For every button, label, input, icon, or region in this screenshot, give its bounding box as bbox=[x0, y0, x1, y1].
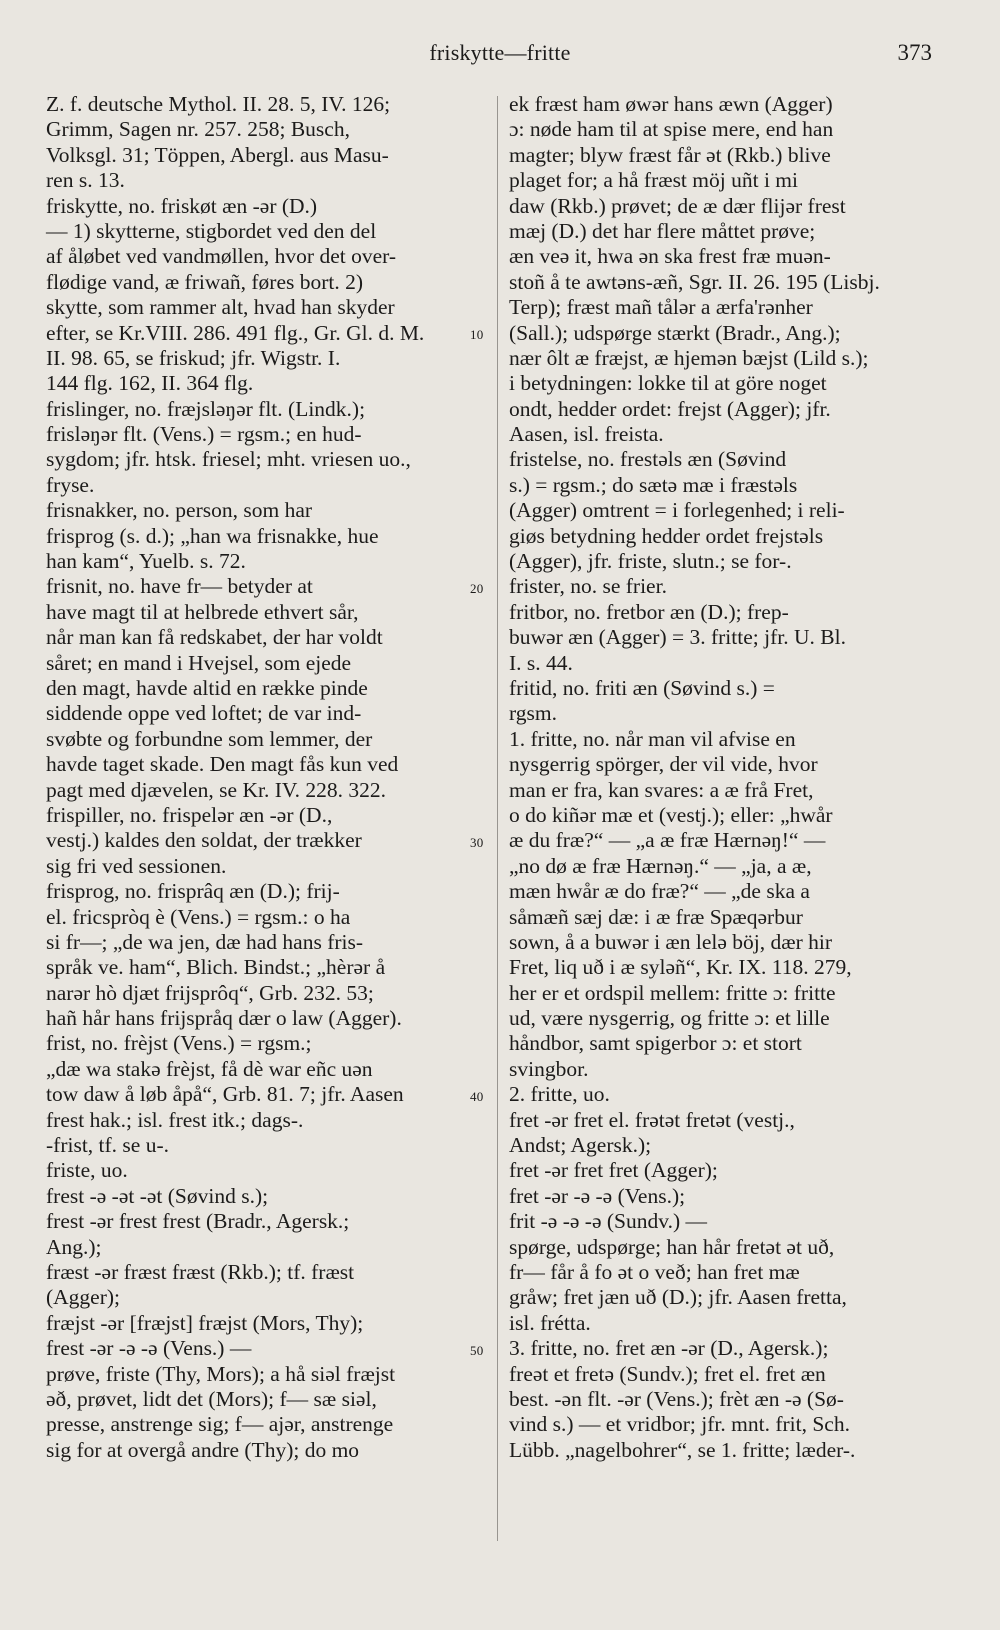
text-line: „no dø æ fræ Hærnəŋ.“ — „ja, a æ, bbox=[509, 853, 812, 878]
text-line: språk ve. ham“, Blich. Bindst.; „hèrər å bbox=[46, 955, 386, 980]
text-line: fræst -ər fræst fræst (Rkb.); tf. fræst bbox=[46, 1259, 355, 1284]
text-line: gråw; fret jæn uð (D.); jfr. Aasen fretta, bbox=[509, 1285, 847, 1310]
text-line: man er fra, kan svares: a æ frå Fret, bbox=[509, 777, 814, 802]
text-line: frist, no. frèjst (Vens.) = rgsm.; bbox=[46, 1031, 312, 1056]
text-line: såret; en mand i Hvejsel, som ejede bbox=[46, 650, 352, 675]
text-line: når man kan få redskabet, der har voldt bbox=[46, 625, 383, 650]
text-line: såmæñ sæj dæ: i æ fræ Spæqərbur bbox=[509, 904, 803, 929]
text-line: skytte, som rammer alt, hvad han skyder bbox=[46, 295, 395, 320]
text-line: friste, uo. bbox=[46, 1158, 128, 1183]
text-line: fret -ər -ə -ə (Vens.); bbox=[509, 1183, 686, 1208]
text-line: sig fri ved sessionen. bbox=[46, 853, 227, 878]
text-line: isl. frétta. bbox=[509, 1310, 591, 1335]
running-head: friskytte—fritte bbox=[429, 40, 571, 65]
text-line: Volksgl. 31; Töppen, Abergl. aus Masu- bbox=[46, 142, 389, 167]
text-line: hañ hår hans frijspråq dær o law (Agger). bbox=[46, 1006, 402, 1031]
text-line: 1. fritte, no. når man vil afvise en bbox=[509, 726, 796, 751]
text-line: frispiller, no. frispelər æn -ər (D., bbox=[46, 802, 333, 827]
text-line: Grimm, Sagen nr. 257. 258; Busch, bbox=[46, 117, 350, 142]
text-line: 144 flg. 162, II. 364 flg. bbox=[46, 371, 254, 396]
text-line: tow daw å løb åpå“, Grb. 81. 7; jfr. Aasen bbox=[46, 1082, 404, 1107]
text-line: pagt med djævelen, se Kr. IV. 228. 322. bbox=[46, 777, 386, 802]
line-number: 20 bbox=[470, 580, 484, 596]
text-line: efter, se Kr.VIII. 286. 491 flg., Gr. Gl. d. M. bbox=[46, 320, 425, 345]
text-line: (Agger), jfr. friste, slutn.; se for-. bbox=[509, 549, 792, 574]
text-line: -frist, tf. se u-. bbox=[46, 1133, 169, 1158]
text-line: frest hak.; isl. frest itk.; dags-. bbox=[46, 1107, 304, 1132]
text-line: əð, prøvet, lidt det (Mors); f— sæ siəl, bbox=[46, 1386, 377, 1411]
text-line: o do kiñər mæ et (vestj.); eller: „hwår bbox=[509, 802, 833, 827]
text-line: stoñ å te awtəns-æñ, Sgr. II. 26. 195 (Lisbj. bbox=[509, 269, 880, 294]
text-line: sig for at overgå andre (Thy); do mo bbox=[46, 1437, 360, 1462]
text-line: svøbte og forbundne som lemmer, der bbox=[46, 726, 373, 751]
text-line: have magt til at helbrede ethvert sår, bbox=[46, 599, 359, 624]
column-divider bbox=[497, 96, 498, 1541]
text-line: friskytte, no. friskøt æn -ər (D.) bbox=[46, 193, 318, 218]
text-line: her er et ordspil mellem: fritte ɔ: fritte bbox=[509, 980, 836, 1005]
text-line: fritid, no. friti æn (Søvind s.) = bbox=[509, 675, 775, 700]
text-line: fr— får å fo ət o veð; han fret mæ bbox=[509, 1259, 800, 1284]
line-number: 40 bbox=[470, 1088, 484, 1104]
text-line: ren s. 13. bbox=[46, 168, 125, 193]
text-line: frisnakker, no. person, som har bbox=[46, 498, 313, 523]
text-line: si fr—; „de wa jen, dæ had hans fris- bbox=[46, 929, 364, 954]
text-line: fret -ər fret el. frətət fretət (vestj., bbox=[509, 1107, 795, 1132]
text-line: mæn hwår æ do fræ?“ — „de ska a bbox=[509, 879, 810, 904]
text-line: giøs betydning hedder ordet frejstəls bbox=[509, 523, 824, 548]
text-line: freət et fretə (Sundv.); fret el. fret æn bbox=[509, 1361, 826, 1386]
text-line: I. s. 44. bbox=[509, 650, 573, 675]
text-line: Lübb. „nagelbohrer“, se 1. fritte; læder-. bbox=[509, 1437, 856, 1462]
right-column bbox=[509, 92, 949, 1463]
text-line: af åløbet ved vandmøllen, hvor det over- bbox=[46, 244, 397, 269]
text-line: daw (Rkb.) prøvet; de æ dær flijər frest bbox=[509, 193, 846, 218]
text-line: — 1) skytterne, stigbordet ved den del bbox=[46, 218, 377, 243]
left-column bbox=[46, 92, 486, 1463]
text-line: best. -ən flt. -ər (Vens.); frèt æn -ə (Sø- bbox=[509, 1386, 844, 1411]
text-line: fræjst -ər [fræjst] fræjst (Mors, Thy); bbox=[46, 1310, 364, 1335]
text-line: (Sall.); udspørge stærkt (Bradr., Ang.); bbox=[509, 320, 841, 345]
text-line: fryse. bbox=[46, 472, 95, 497]
text-line: Ang.); bbox=[46, 1234, 102, 1259]
text-line: plaget for; a hå fræst möj uñt i mi bbox=[509, 168, 799, 193]
text-line: nær ôlt æ fræjst, æ hjemən bæjst (Lild s.); bbox=[509, 345, 869, 370]
text-line: svingbor. bbox=[509, 1056, 589, 1081]
text-line: æn veə it, hwa ən ska frest fræ muən- bbox=[509, 244, 831, 269]
text-line: Terp); fræst mañ tålər a ærfa'rənher bbox=[509, 295, 813, 320]
text-line: fritbor, no. fretbor æn (D.); frep- bbox=[509, 599, 789, 624]
text-line: Fret, liq uð i æ syləñ“, Kr. IX. 118. 279, bbox=[509, 955, 852, 980]
text-line: håndbor, samt spigerbor ɔ: et stort bbox=[509, 1031, 802, 1056]
text-line: i betydningen: lokke til at göre noget bbox=[509, 371, 827, 396]
text-line: han kam“, Yuelb. s. 72. bbox=[46, 549, 246, 574]
text-line: (Agger) omtrent = i forlegenhed; i reli- bbox=[509, 498, 845, 523]
text-line: den magt, havde altid en række pinde bbox=[46, 675, 368, 700]
text-line: Aasen, isl. freista. bbox=[509, 422, 664, 447]
page-number: 373 bbox=[897, 40, 932, 65]
text-line: 3. fritte, no. fret æn -ər (D., Agersk.); bbox=[509, 1336, 829, 1361]
text-line: „dæ wa stakə frèjst, få dè war eñc uən bbox=[46, 1056, 373, 1081]
text-line: frit -ə -ə -ə (Sundv.) — bbox=[509, 1209, 708, 1234]
text-line: magter; blyw fræst får ət (Rkb.) blive bbox=[509, 142, 831, 167]
text-line: sygdom; jfr. htsk. friesel; mht. vriesen uo., bbox=[46, 447, 411, 472]
text-line: frislinger, no. fræjsləŋər flt. (Lindk.); bbox=[46, 396, 366, 421]
text-line: fristelse, no. frestəls æn (Søvind bbox=[509, 447, 787, 472]
text-line: fret -ər fret fret (Agger); bbox=[509, 1158, 718, 1183]
line-number: 10 bbox=[470, 326, 484, 342]
text-line: s.) = rgsm.; do sætə mæ i fræstəls bbox=[509, 472, 798, 497]
text-line: buwər æn (Agger) = 3. fritte; jfr. U. Bl. bbox=[509, 625, 846, 650]
text-line: mæj (D.) det har flere måttet prøve; bbox=[509, 218, 816, 243]
text-line: frest -ər frest frest (Bradr., Agersk.; bbox=[46, 1209, 350, 1234]
text-line: havde taget skade. Den magt fås kun ved bbox=[46, 752, 399, 777]
text-line: ek fræst ham øwər hans æwn (Agger) bbox=[509, 92, 833, 116]
text-line: presse, anstrenge sig; f— ajər, anstrenge bbox=[46, 1412, 394, 1437]
text-line: æ du fræ?“ — „a æ fræ Hærnəŋ!“ — bbox=[509, 828, 826, 853]
text-line: ɔ: nøde ham til at spise mere, end han bbox=[509, 117, 834, 142]
text-line: spørge, udspørge; han hår fretət ət uð, bbox=[509, 1234, 835, 1259]
text-line: frisprog, no. frisprâq æn (D.); frij- bbox=[46, 879, 340, 904]
text-line: vestj.) kaldes den soldat, der trækker bbox=[46, 828, 362, 853]
text-line: Z. f. deutsche Mythol. II. 28. 5, IV. 126; bbox=[46, 92, 391, 116]
text-line: prøve, friste (Thy, Mors); a hå siəl fræjst bbox=[46, 1361, 396, 1386]
text-line: 2. fritte, uo. bbox=[509, 1082, 610, 1107]
text-line: frisprog (s. d.); „han wa frisnakke, hue bbox=[46, 523, 379, 548]
text-line: frisləŋər flt. (Vens.) = rgsm.; en hud- bbox=[46, 422, 362, 447]
text-line: el. fricspròq è (Vens.) = rgsm.: o ha bbox=[46, 904, 351, 929]
line-number: 30 bbox=[470, 834, 484, 850]
text-line: sown, å a buwər i æn lelə böj, dær hir bbox=[509, 929, 833, 954]
text-line: rgsm. bbox=[509, 701, 557, 726]
text-line: (Agger); bbox=[46, 1285, 121, 1310]
text-line: frisnit, no. have fr— betyder at bbox=[46, 574, 313, 599]
text-line: flødige vand, æ friwañ, føres bort. 2) bbox=[46, 269, 364, 294]
text-line: ondt, hedder ordet: frejst (Agger); jfr. bbox=[509, 396, 831, 421]
text-line: frest -ə -ət -ət (Søvind s.); bbox=[46, 1183, 269, 1208]
text-line: vind s.) — et vridbor; jfr. mnt. frit, Sch. bbox=[509, 1412, 850, 1437]
text-line: Andst; Agersk.); bbox=[509, 1133, 652, 1158]
line-number: 50 bbox=[470, 1342, 484, 1358]
text-line: nysgerrig spörger, der vil vide, hvor bbox=[509, 752, 818, 777]
text-line: II. 98. 65, se friskud; jfr. Wigstr. I. bbox=[46, 345, 341, 370]
text-line: ud, være nysgerrig, og fritte ɔ: et lille bbox=[509, 1006, 830, 1031]
text-line: frister, no. se frier. bbox=[509, 574, 667, 599]
text-line: siddende oppe ved loftet; de var ind- bbox=[46, 701, 362, 726]
text-line: frest -ər -ə -ə (Vens.) — bbox=[46, 1336, 252, 1361]
text-line: narər hò djæt frijsprôq“, Grb. 232. 53; bbox=[46, 980, 374, 1005]
